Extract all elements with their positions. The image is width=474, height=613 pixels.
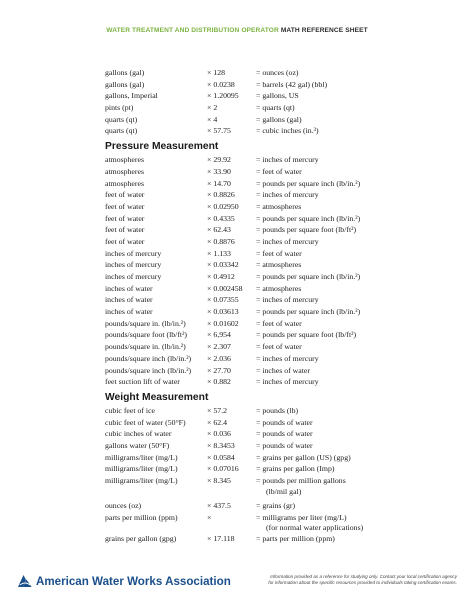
conversion-from: cubic feet of ice xyxy=(105,405,155,415)
conversion-from: feet of water xyxy=(105,190,145,200)
conversion-row xyxy=(0,365,474,377)
conversion-result-line: = inches of mercury xyxy=(256,353,319,363)
conversion-factor: × 0.0238 xyxy=(207,79,235,89)
conversion-row xyxy=(0,189,474,201)
awwa-logo-text: American Water Works Association xyxy=(36,574,231,588)
conversion-row xyxy=(0,306,474,318)
section-weight-title: Weight Measurement xyxy=(105,391,209,403)
conversion-result xyxy=(256,376,319,388)
conversion-row xyxy=(0,224,474,236)
conversion-result xyxy=(256,224,356,236)
conversion-result xyxy=(256,428,313,440)
conversion-from: feet of water xyxy=(105,213,145,223)
conversion-row xyxy=(0,79,474,91)
conversion-result xyxy=(256,294,319,306)
conversion-result xyxy=(256,166,302,178)
conversion-factor: × 0.02950 xyxy=(207,201,239,211)
conversion-from: parts per million (ppm) xyxy=(105,512,178,522)
conversion-factor: × 62.43 xyxy=(207,225,231,235)
conversion-row xyxy=(0,533,474,545)
footer-note-line-2: for information about the specific resources provided to individuals taking certification exams. xyxy=(268,580,457,585)
conversion-factor: × 128 xyxy=(207,68,226,77)
conversion-result-line: = inches of mercury xyxy=(256,295,319,305)
conversion-factor: × 1.133 xyxy=(207,248,231,258)
conversion-result-line: = pounds of water xyxy=(256,429,313,439)
conversion-result-line: = feet of water xyxy=(256,248,302,258)
section-weight xyxy=(0,391,474,405)
conversion-result xyxy=(256,283,301,295)
conversion-from: gallons (gal) xyxy=(105,79,145,89)
conversion-result-line: = quarts (qt) xyxy=(256,103,295,113)
conversion-result-line: = cubic inches (in.³) xyxy=(256,126,319,136)
conversion-result xyxy=(256,248,302,260)
conversion-factor: × 0.01602 xyxy=(207,318,239,328)
conversion-from: ounces (oz) xyxy=(105,501,142,510)
conversion-factor: × 57.75 xyxy=(207,126,231,136)
conversion-from: cubic feet of water (50°F) xyxy=(105,417,186,427)
conversion-row xyxy=(0,166,474,178)
conversion-result-line-2: (lb/mil gal) xyxy=(266,486,302,496)
conversion-result-line: = grains per gallon (US) (gpg) xyxy=(256,452,351,462)
conversion-from: quarts (qt) xyxy=(105,126,138,136)
conversion-factor: × 29.92 xyxy=(207,155,231,165)
conversion-result-line: = gallons, US xyxy=(256,91,299,101)
conversion-from: milligrams/liter (mg/L) xyxy=(105,476,178,485)
conversion-result-line: = feet of water xyxy=(256,166,302,176)
weight-conversions xyxy=(0,405,474,545)
conversion-from: inches of water xyxy=(105,307,153,317)
conversion-factor: × 6,954 xyxy=(207,330,231,340)
conversion-row xyxy=(0,428,474,440)
conversion-factor: × 0.07016 xyxy=(207,464,239,474)
conversion-from: inches of water xyxy=(105,295,153,305)
section-pressure xyxy=(0,140,474,154)
conversion-from: feet suction lift of water xyxy=(105,377,180,387)
conversion-row xyxy=(0,125,474,137)
conversion-result xyxy=(256,452,351,464)
conversion-row xyxy=(0,90,474,102)
conversion-row xyxy=(0,329,474,341)
conversion-result xyxy=(256,236,319,248)
conversion-row xyxy=(0,154,474,166)
conversion-result xyxy=(256,79,327,91)
volume-conversions xyxy=(0,67,474,137)
conversion-result xyxy=(256,189,319,201)
conversion-from: pints (pt) xyxy=(105,103,134,113)
conversion-factor: × 0.8826 xyxy=(207,190,235,200)
conversion-result xyxy=(256,201,301,213)
conversion-row xyxy=(0,500,474,512)
conversion-result-line: = feet of water xyxy=(256,318,302,328)
conversion-from: pounds/square in. (lb/in.²) xyxy=(105,342,186,352)
conversion-factor: × 57.2 xyxy=(207,405,227,415)
conversion-result-line: = ounces (oz) xyxy=(256,68,299,77)
conversion-factor: × 0.03613 xyxy=(207,307,239,317)
conversion-result xyxy=(256,178,360,190)
conversion-factor: × 2.036 xyxy=(207,353,231,363)
conversion-result-line: = atmospheres xyxy=(256,283,302,293)
conversion-result-line: = inches of mercury xyxy=(256,236,319,246)
conversion-factor: × 4 xyxy=(207,114,218,124)
conversion-result xyxy=(256,213,360,225)
conversion-result-line: = inches of water xyxy=(256,365,310,375)
conversion-result-line: = inches of mercury xyxy=(256,377,319,387)
conversion-result-line: = parts per million (ppm) xyxy=(256,533,335,543)
conversion-factor: × 1.20095 xyxy=(207,91,239,101)
conversion-result-line: = feet of water xyxy=(256,342,302,352)
conversion-from: feet of water xyxy=(105,236,145,246)
conversion-row xyxy=(0,102,474,114)
conversion-result xyxy=(256,67,299,79)
conversion-row xyxy=(0,512,474,533)
footer-disclaimer xyxy=(229,574,457,586)
conversion-row xyxy=(0,259,474,271)
conversion-result-line: = pounds per million gallons xyxy=(256,476,346,485)
conversion-result-line: = pounds per square inch (lb/in.²) xyxy=(256,213,361,223)
conversion-result xyxy=(256,353,319,365)
conversion-result-line: = barrels (42 gal) (bbl) xyxy=(256,79,328,89)
conversion-result xyxy=(256,405,298,417)
header-title-dark: MATH REFERENCE SHEET xyxy=(278,27,368,34)
conversion-result-line: = pounds (lb) xyxy=(256,405,299,415)
conversion-row xyxy=(0,440,474,452)
conversion-factor: × 0.882 xyxy=(207,377,231,387)
conversion-factor: × 17.118 xyxy=(207,533,235,543)
conversion-factor: × 0.07355 xyxy=(207,295,239,305)
conversion-result-line: = pounds per square foot (lb/ft²) xyxy=(256,225,357,235)
conversion-result xyxy=(256,341,302,353)
conversion-from: gallons (gal) xyxy=(105,68,145,77)
conversion-factor: × 0.002458 xyxy=(207,283,243,293)
conversion-result-line: = pounds per square inch (lb/in.²) xyxy=(256,307,361,317)
conversion-factor: × 0.4912 xyxy=(207,272,235,281)
conversion-row xyxy=(0,353,474,365)
conversion-from: gallons water (50°F) xyxy=(105,440,170,450)
conversion-result-line: = pounds of water xyxy=(256,440,313,450)
conversion-row xyxy=(0,271,474,283)
conversion-result xyxy=(256,154,319,166)
conversion-factor: × 2.307 xyxy=(207,342,231,352)
conversion-result-line: = pounds per square inch (lb/in.²) xyxy=(256,272,361,281)
conversion-result xyxy=(256,512,363,533)
conversion-factor: × 8.3453 xyxy=(207,440,235,450)
conversion-row xyxy=(0,178,474,190)
conversion-from: feet of water xyxy=(105,225,145,235)
conversion-result-line: = atmospheres xyxy=(256,201,302,211)
conversion-factor: × 62.4 xyxy=(207,417,227,427)
conversion-from: grains per gallon (gpg) xyxy=(105,533,177,543)
conversion-result xyxy=(256,475,346,496)
conversion-from: pounds/square in. (lb/in.²) xyxy=(105,318,186,328)
conversion-row xyxy=(0,114,474,126)
conversion-factor: × 27.70 xyxy=(207,365,231,375)
conversion-result xyxy=(256,259,301,271)
conversion-from: milligrams/liter (mg/L) xyxy=(105,452,178,462)
conversion-factor: × 2 xyxy=(207,103,218,113)
conversion-row xyxy=(0,452,474,464)
pressure-conversions xyxy=(0,154,474,388)
conversion-factor: × 0.03342 xyxy=(207,260,239,270)
conversion-from: atmospheres xyxy=(105,178,144,188)
conversion-factor: × xyxy=(207,512,212,522)
conversion-row xyxy=(0,248,474,260)
conversion-result xyxy=(256,318,302,330)
footer-note-line-1: Information provided as a reference for studying only. Contact your local certification agency xyxy=(270,574,457,579)
conversion-from: inches of mercury xyxy=(105,272,162,281)
conversion-result-line: = pounds of water xyxy=(256,417,313,427)
conversion-result xyxy=(256,500,295,512)
awwa-logo xyxy=(17,574,231,588)
conversion-row xyxy=(0,341,474,353)
conversion-result-line: = milligrams per liter (mg/L) xyxy=(256,512,347,522)
conversion-result xyxy=(256,417,313,429)
conversion-factor: × 33.90 xyxy=(207,166,231,176)
conversion-factor: × 0.036 xyxy=(207,429,231,439)
conversion-result-line: = inches of mercury xyxy=(256,155,319,165)
conversion-result xyxy=(256,365,310,377)
conversion-row xyxy=(0,463,474,475)
conversion-result xyxy=(256,102,295,114)
conversion-row xyxy=(0,67,474,79)
conversion-factor: × 8.345 xyxy=(207,476,231,485)
section-pressure-title: Pressure Measurement xyxy=(105,141,219,153)
header-title-green: WATER TREATMENT AND DISTRIBUTION OPERATOR xyxy=(106,27,279,34)
conversion-factor: × 0.0584 xyxy=(207,452,235,462)
conversion-from: feet of water xyxy=(105,201,145,211)
conversion-from: atmospheres xyxy=(105,155,144,165)
conversion-result-line: = grains (gr) xyxy=(256,501,296,510)
conversion-row xyxy=(0,283,474,295)
conversion-result-line: = grains per gallon (Imp) xyxy=(256,464,335,474)
conversion-factor: × 0.4335 xyxy=(207,213,235,223)
conversion-result xyxy=(256,306,360,318)
conversion-row xyxy=(0,318,474,330)
conversion-result xyxy=(256,440,313,452)
conversion-factor: × 14.70 xyxy=(207,178,231,188)
conversion-result-line-2: (for normal water applications) xyxy=(266,523,364,533)
conversion-from: inches of water xyxy=(105,283,153,293)
conversion-from: inches of mercury xyxy=(105,248,162,258)
conversion-row xyxy=(0,417,474,429)
conversion-from: pounds/square inch (lb/in.²) xyxy=(105,353,192,363)
conversion-result xyxy=(256,329,356,341)
conversion-result-line: = pounds per square foot (lb/ft²) xyxy=(256,330,357,340)
conversion-result xyxy=(256,533,335,545)
conversion-from: gallons, Imperial xyxy=(105,91,158,101)
conversion-from: inches of mercury xyxy=(105,260,162,270)
conversion-result xyxy=(256,125,319,137)
conversion-from: pounds/square foot (lb/ft²) xyxy=(105,330,188,340)
conversion-result xyxy=(256,90,299,102)
awwa-logo-icon xyxy=(17,574,33,588)
conversion-row xyxy=(0,236,474,248)
conversion-result xyxy=(256,271,360,283)
conversion-result-line: = pounds per square inch (lb/in.²) xyxy=(256,178,361,188)
conversion-factor: × 437.5 xyxy=(207,501,231,510)
conversion-result xyxy=(256,463,334,475)
conversion-factor: × 0.8876 xyxy=(207,236,235,246)
conversion-result-line: = atmospheres xyxy=(256,260,302,270)
conversion-result xyxy=(256,114,302,126)
conversion-row xyxy=(0,201,474,213)
conversion-result-line: = gallons (gal) xyxy=(256,114,302,124)
conversion-result-line: = inches of mercury xyxy=(256,190,319,200)
conversion-row xyxy=(0,294,474,306)
conversion-row xyxy=(0,405,474,417)
conversion-row xyxy=(0,376,474,388)
conversion-row xyxy=(0,475,474,496)
conversion-from: quarts (qt) xyxy=(105,114,138,124)
conversion-from: cubic inches of water xyxy=(105,429,172,439)
page-header xyxy=(0,27,474,34)
conversion-from: milligrams/liter (mg/L) xyxy=(105,464,178,474)
conversion-row xyxy=(0,213,474,225)
conversion-from: pounds/square inch (lb/in.²) xyxy=(105,365,192,375)
reference-table xyxy=(0,67,474,544)
conversion-from: atmospheres xyxy=(105,166,144,176)
